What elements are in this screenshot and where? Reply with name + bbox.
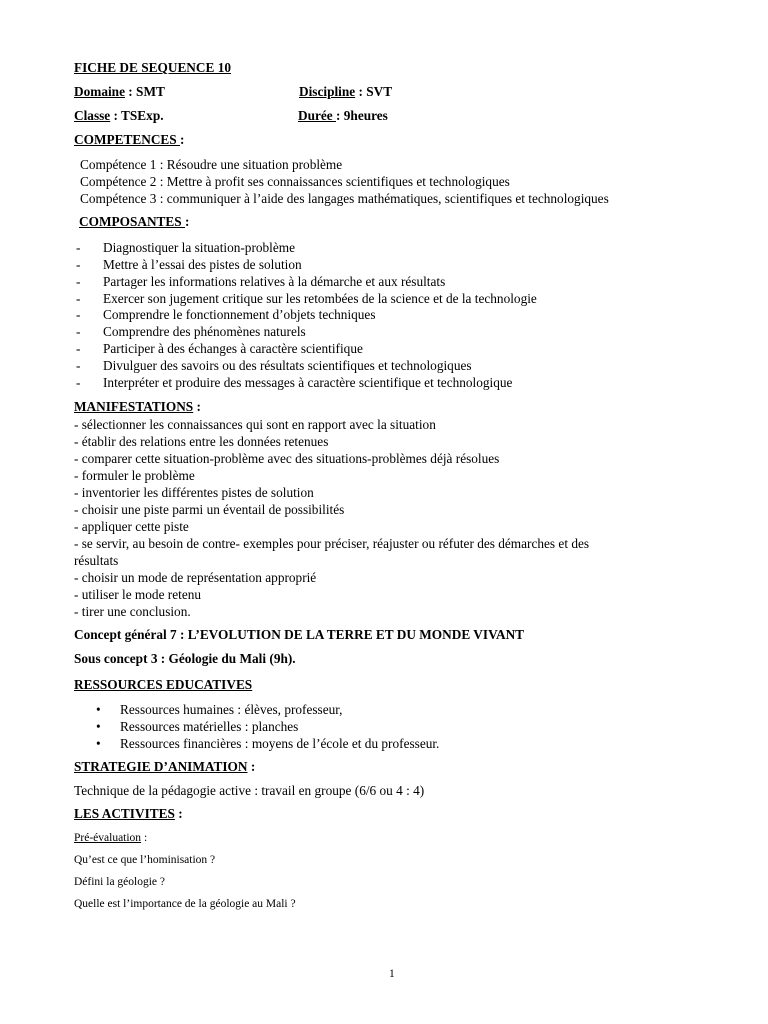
competence-item: Compétence 1 : Résoudre une situation problème: [80, 157, 343, 172]
composante-text: Comprendre le fonctionnement d’objets techniques: [103, 307, 376, 322]
manifestation-item: - établir des relations entre les données retenues: [74, 434, 329, 449]
composante-text: Interpréter et produire des messages à caractère scientifique et technologique: [103, 375, 513, 390]
activites-heading: [74, 806, 183, 822]
classe-row: [74, 108, 164, 124]
concept-general: Concept général 7 : L’EVOLUTION DE LA TERRE ET DU MONDE VIVANT: [74, 627, 525, 642]
pre-evaluation-text: Pré-évaluation: [74, 832, 142, 844]
competence-item: Compétence 2 : Mettre à profit ses connaissances scientifiques et technologiques: [80, 174, 510, 189]
ressource-text: Ressources matérielles : planches: [120, 719, 299, 734]
manifestation-item: - choisir un mode de représentation approprié: [74, 570, 317, 585]
manifestation-item: - choisir une piste parmi un éventail de possibilités: [74, 502, 345, 517]
manifestations-heading-text: MANIFESTATIONS: [74, 399, 194, 414]
duree-value: : 9heures: [336, 108, 388, 123]
page-number: 1: [389, 968, 395, 980]
activites-heading-colon: :: [174, 806, 183, 821]
competences-heading-colon: :: [180, 132, 185, 147]
ressource-text: Ressources humaines : élèves, professeur,: [120, 702, 343, 717]
composantes-heading-text: COMPOSANTES: [79, 214, 186, 229]
competences-heading-text: COMPETENCES: [74, 132, 181, 147]
discipline-label: Discipline: [299, 84, 356, 99]
strategie-text: Technique de la pédagogie active : travail en groupe (6/6 ou 4 : 4): [74, 783, 425, 798]
competences-heading: [74, 132, 184, 148]
sequence-title: FICHE DE SEQUENCE 10: [74, 60, 232, 75]
composante-text: Mettre à l’essai des pistes de solution: [103, 257, 302, 272]
strategie-heading-text: STRATEGIE D’ANIMATION: [74, 759, 248, 774]
strategie-heading-colon: :: [247, 759, 256, 774]
composante-text: Diagnostiquer la situation-problème: [103, 240, 296, 255]
composante-text: Exercer son jugement critique sur les retombées de la science et de la technologie: [103, 291, 537, 306]
manifestation-item: - sélectionner les connaissances qui sont en rapport avec la situation: [74, 417, 436, 432]
manifestation-item: - appliquer cette piste: [74, 519, 189, 534]
duree-label: Durée: [298, 108, 337, 123]
discipline-value: : SVT: [355, 84, 393, 99]
composante-text: Participer à des échanges à caractère scientifique: [103, 341, 363, 356]
manifestation-item: résultats: [74, 553, 119, 568]
domaine-row: [74, 84, 165, 100]
composante-text: Divulguer des savoirs ou des résultats scientifiques et technologiques: [103, 358, 472, 373]
manifestations-heading-colon: :: [193, 399, 201, 414]
domaine-label: Domaine: [74, 84, 125, 99]
pre-evaluation-label: [74, 830, 147, 846]
question-item: Quelle est l’importance de la géologie au Mali ?: [74, 898, 296, 910]
ressources-heading: RESSOURCES EDUCATIVES: [74, 677, 253, 692]
pre-evaluation-colon: :: [141, 832, 148, 844]
composante-text: Partager les informations relatives à la démarche et aux résultats: [103, 274, 446, 289]
discipline-row: [299, 84, 392, 100]
manifestation-item: - tirer une conclusion.: [74, 604, 191, 619]
sous-concept: Sous concept 3 : Géologie du Mali (9h).: [74, 651, 296, 666]
domaine-value: : SMT: [124, 84, 165, 99]
activites-heading-text: LES ACTIVITES: [74, 806, 175, 821]
strategie-heading: [74, 759, 255, 775]
composantes-heading-colon: :: [185, 214, 190, 229]
question-item: Défini la géologie ?: [74, 876, 166, 888]
duree-row: [298, 108, 388, 124]
ressource-text: Ressources financières : moyens de l’école et du professeur.: [120, 736, 440, 751]
bullet-icon: •: [96, 719, 101, 734]
manifestation-item: - se servir, au besoin de contre- exemples pour préciser, réajuster ou réfuter des démarches et des: [74, 536, 590, 551]
composantes-heading: [79, 214, 189, 230]
bullet-icon: •: [96, 736, 101, 751]
classe-label: Classe: [74, 108, 111, 123]
composante-text: Comprendre des phénomènes naturels: [103, 324, 306, 339]
document-page: FICHE DE SEQUENCE 10 Domaine : SMT Discipline : SVT Classe : TSExp. Durée : 9heures COMPETENCES : Compétence 1 : Résoudre une situation problème Compétence 2 : Mettre à profit ses connaissances scientifiques et technologiques Compétence 3 : communiquer à l’aide des langages mathématiques, scientifiques et technologiques COMPOSANTES : - Diagnostiquer la situation-problème - Mettre à l’essai des pistes de solution - Partager les informations relatives à la démarche et aux résultats - Exercer son jugement critique sur les retombées de la science et de la technologie - Comprendre le fonctionnement d’objets techniques - Comprendre des phénomènes naturels - Participer à des échanges à caractère scientifique - Divulguer des savoirs ou des résultats scientifiques et technologiques - Interpréter et produire des messages à caractère scientifique et technologique MANIFESTATIONS : - sélectionner les connaissances qui sont en rapport avec la situation - établir des relations entre les données retenues - comparer cette situation-problème avec des situations-problèmes déjà résolues - formuler le problème - inventorier les différentes pistes de solution - choisir une piste parmi un éventail de possibilités - appliquer cette piste - se servir, au besoin de contre- exemples pour préciser, réajuster ou réfuter des démarches et des résultats - choisir un mode de représentation approprié - utiliser le mode retenu - tirer une conclusion. Concept général 7 : L’EVOLUTION DE LA TERRE ET DU MONDE VIVANT Sous concept 3 : Géologie du Mali (9h). RESSOURCES EDUCATIVES • Ressources humaines : élèves, professeur, • Ressources matérielles : planches • Ressources financières : moyens de l’école et du professeur. STRATEGIE D’ANIMATION : Technique de la pédagogie active : travail en groupe (6/6 ou 4 : 4) LES ACTIVITES : Pré-évaluation : Qu’est ce que l’hominisation ? Défini la géologie ? Quelle est l’importance de la géologie au Mali ? 1: [74, 60, 609, 980]
manifestation-item: - formuler le problème: [74, 468, 195, 483]
manifestation-item: - inventorier les différentes pistes de solution: [74, 485, 314, 500]
question-item: Qu’est ce que l’hominisation ?: [74, 854, 216, 866]
bullet-icon: •: [96, 702, 101, 717]
classe-value: : TSExp.: [110, 108, 164, 123]
manifestation-item: - utiliser le mode retenu: [74, 587, 202, 602]
manifestations-heading: [74, 399, 201, 415]
competence-item: Compétence 3 : communiquer à l’aide des langages mathématiques, scientifiques et technologiques: [80, 191, 609, 206]
manifestation-item: - comparer cette situation-problème avec des situations-problèmes déjà résolues: [74, 451, 500, 466]
